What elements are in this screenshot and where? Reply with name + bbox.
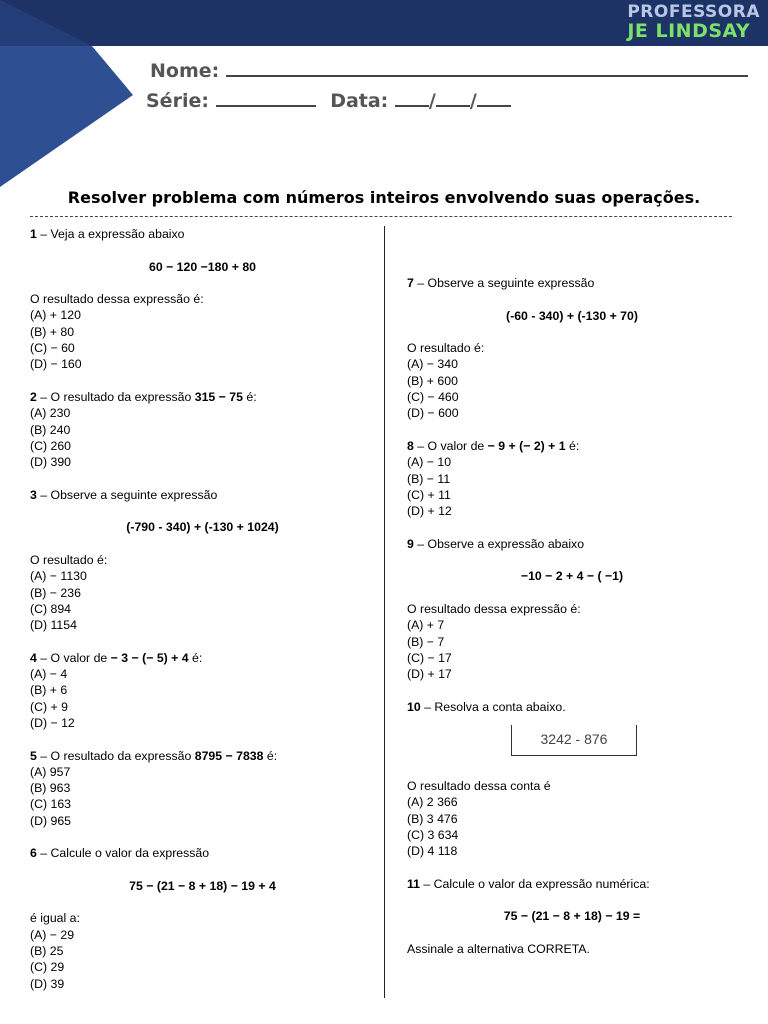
question-8-option-c[interactable]: (C) + 11 bbox=[407, 487, 451, 502]
right-column bbox=[407, 275, 737, 957]
question-8-option-a[interactable]: (A) − 10 bbox=[407, 455, 452, 470]
date-slash-2: / bbox=[469, 90, 477, 112]
title-divider bbox=[30, 216, 732, 217]
question-10-calculation-box bbox=[511, 725, 637, 756]
question-number: 5 bbox=[30, 748, 37, 763]
question-7-prompt: O resultado é: bbox=[407, 341, 485, 356]
question-number: 7 bbox=[407, 276, 414, 290]
question-text: – Calcule o valor da expressão numérica: bbox=[420, 876, 650, 891]
question-number: 1 bbox=[30, 227, 37, 241]
column-divider bbox=[384, 226, 385, 998]
question-text-end: é: bbox=[565, 438, 580, 453]
question-7-option-d[interactable]: (D) − 600 bbox=[407, 406, 459, 421]
brand-logo-line2: JE LINDSAY bbox=[627, 20, 751, 42]
question-4-option-b[interactable]: (B) + 6 bbox=[30, 683, 68, 698]
name-field[interactable] bbox=[150, 60, 748, 82]
question-expression: − 9 + (− 2) + 1 bbox=[487, 438, 566, 453]
question-number: 8 bbox=[407, 438, 414, 453]
question-number: 2 bbox=[30, 389, 37, 404]
question-4-header bbox=[30, 650, 375, 666]
question-3-option-a[interactable]: (A) − 1130 bbox=[30, 569, 87, 584]
question-number: 6 bbox=[30, 846, 37, 861]
question-5-option-b[interactable]: (B) 963 bbox=[30, 781, 71, 796]
question-text: – Veja a expressão abaixo bbox=[36, 227, 185, 241]
banner-white-notch bbox=[92, 46, 768, 50]
question-2-header bbox=[30, 389, 375, 405]
question-text: – Observe a expressão abaixo bbox=[413, 536, 585, 551]
question-2-option-a[interactable]: (A) 230 bbox=[30, 406, 71, 421]
question-text-end: é: bbox=[188, 650, 203, 665]
question-8-option-d[interactable]: (D) + 12 bbox=[407, 504, 452, 519]
worksheet-title: Resolver problema com números inteiros envolvendo suas operações. bbox=[67, 188, 701, 207]
question-11-expression: 75 − (21 − 8 + 18) − 19 = bbox=[503, 909, 641, 924]
question-2-option-c[interactable]: (C) 260 bbox=[30, 438, 72, 453]
question-text: – Calcule o valor da expressão bbox=[36, 846, 210, 861]
question-2-option-b[interactable]: (B) 240 bbox=[30, 422, 71, 437]
question-10-option-d[interactable]: (D) 4 118 bbox=[407, 844, 458, 859]
question-9-option-b[interactable]: (B) − 7 bbox=[407, 634, 445, 649]
question-9-option-a[interactable]: (A) + 7 bbox=[407, 618, 445, 633]
question-1-expression: 60 − 120 −180 + 80 bbox=[148, 259, 256, 274]
question-6-prompt: é igual a: bbox=[30, 911, 80, 926]
question-11-prompt: Assinale a alternativa CORRETA. bbox=[407, 941, 590, 956]
question-5-option-d[interactable]: (D) 965 bbox=[30, 813, 72, 828]
question-8-option-b[interactable]: (B) − 11 bbox=[407, 471, 451, 486]
question-8-header bbox=[407, 438, 737, 454]
question-4-option-c[interactable]: (C) + 9 bbox=[30, 699, 68, 714]
question-number: 9 bbox=[407, 536, 414, 551]
question-1-option-a[interactable]: (A) + 120 bbox=[30, 308, 81, 323]
question-6-option-b[interactable]: (B) 25 bbox=[30, 944, 64, 959]
question-6-option-a[interactable]: (A) − 29 bbox=[30, 927, 75, 942]
left-column bbox=[30, 226, 375, 992]
serie-label: Série: bbox=[146, 90, 209, 112]
question-number: 10 bbox=[407, 699, 421, 714]
question-9-option-c[interactable]: (C) − 17 bbox=[407, 650, 452, 665]
serie-date-row bbox=[146, 90, 511, 112]
date-label: Data: bbox=[330, 90, 389, 112]
question-7-option-b[interactable]: (B) + 600 bbox=[407, 373, 458, 388]
date-day-blank[interactable] bbox=[395, 91, 429, 107]
question-text: – O valor de bbox=[36, 650, 111, 665]
question-10-option-c[interactable]: (C) 3 634 bbox=[407, 827, 459, 842]
question-1-option-d[interactable]: (D) − 160 bbox=[30, 357, 82, 372]
question-text-end: é: bbox=[263, 748, 278, 763]
question-1-prompt: O resultado dessa expressão é: bbox=[30, 292, 204, 307]
question-1-option-c[interactable]: (C) − 60 bbox=[30, 341, 75, 356]
question-text: – O resultado da expressão bbox=[36, 389, 195, 404]
name-label: Nome: bbox=[150, 60, 220, 82]
question-expression: − 3 − (− 5) + 4 bbox=[110, 650, 189, 665]
question-9-option-d[interactable]: (D) + 17 bbox=[407, 667, 452, 682]
question-3-expression: (-790 - 340) + (-130 + 1024) bbox=[126, 520, 279, 535]
brand-logo bbox=[627, 4, 760, 41]
brand-logo-line1: PROFESSORA bbox=[627, 2, 760, 22]
question-3-header bbox=[30, 487, 375, 503]
question-10-option-a[interactable]: (A) 2 366 bbox=[407, 795, 458, 810]
name-blank-line[interactable] bbox=[226, 61, 748, 77]
question-text: – O resultado da expressão bbox=[36, 748, 195, 763]
question-7-option-a[interactable]: (A) − 340 bbox=[407, 357, 458, 372]
question-6-option-d[interactable]: (D) 39 bbox=[30, 976, 65, 991]
question-4-option-d[interactable]: (D) − 12 bbox=[30, 715, 75, 730]
question-number: 3 bbox=[30, 487, 37, 502]
question-9-header bbox=[407, 536, 737, 552]
question-text: – O valor de bbox=[413, 438, 488, 453]
question-6-option-c[interactable]: (C) 29 bbox=[30, 960, 65, 975]
question-1-option-b[interactable]: (B) + 80 bbox=[30, 324, 75, 339]
question-7-header bbox=[407, 275, 737, 291]
question-3-option-b[interactable]: (B) − 236 bbox=[30, 585, 81, 600]
question-number: 4 bbox=[30, 650, 37, 665]
question-2-option-d[interactable]: (D) 390 bbox=[30, 455, 72, 470]
question-10-header bbox=[407, 699, 737, 715]
question-11-header bbox=[407, 876, 737, 892]
question-expression: 8795 − 7838 bbox=[194, 748, 264, 763]
question-1-header bbox=[30, 226, 375, 242]
question-9-prompt: O resultado dessa expressão é: bbox=[407, 601, 581, 616]
date-month-blank[interactable] bbox=[436, 91, 470, 107]
question-9-expression: −10 − 2 + 4 − ( −1) bbox=[520, 569, 624, 584]
question-3-option-c[interactable]: (C) 894 bbox=[30, 601, 72, 616]
question-3-option-d[interactable]: (D) 1154 bbox=[30, 618, 77, 633]
question-text-end: é: bbox=[242, 389, 257, 404]
question-5-header bbox=[30, 748, 375, 764]
question-text: – Observe a seguinte expressão bbox=[36, 487, 218, 502]
question-6-header bbox=[30, 845, 375, 861]
question-text: – Resolva a conta abaixo. bbox=[420, 699, 566, 714]
question-3-prompt: O resultado é: bbox=[30, 552, 108, 567]
question-7-expression: (-60 - 340) + (-130 + 70) bbox=[506, 308, 638, 323]
serie-blank-line[interactable] bbox=[216, 91, 316, 107]
question-expression: 315 − 75 bbox=[194, 389, 243, 404]
question-text: – Observe a seguinte expressão bbox=[413, 276, 595, 290]
date-year-blank[interactable] bbox=[477, 91, 511, 107]
question-7-option-c[interactable]: (C) − 460 bbox=[407, 390, 459, 405]
question-10-calculation: 3242 - 876 bbox=[540, 731, 608, 748]
question-5-option-c[interactable]: (C) 163 bbox=[30, 797, 72, 812]
question-number: 11 bbox=[407, 876, 420, 891]
question-10-option-b[interactable]: (B) 3 476 bbox=[407, 811, 458, 826]
question-5-option-a[interactable]: (A) 957 bbox=[30, 764, 71, 779]
question-10-prompt: O resultado dessa conta é bbox=[407, 779, 551, 794]
question-4-option-a[interactable]: (A) − 4 bbox=[30, 667, 68, 682]
question-6-expression: 75 − (21 − 8 + 18) − 19 + 4 bbox=[129, 878, 276, 893]
date-slash-1: / bbox=[428, 90, 436, 112]
